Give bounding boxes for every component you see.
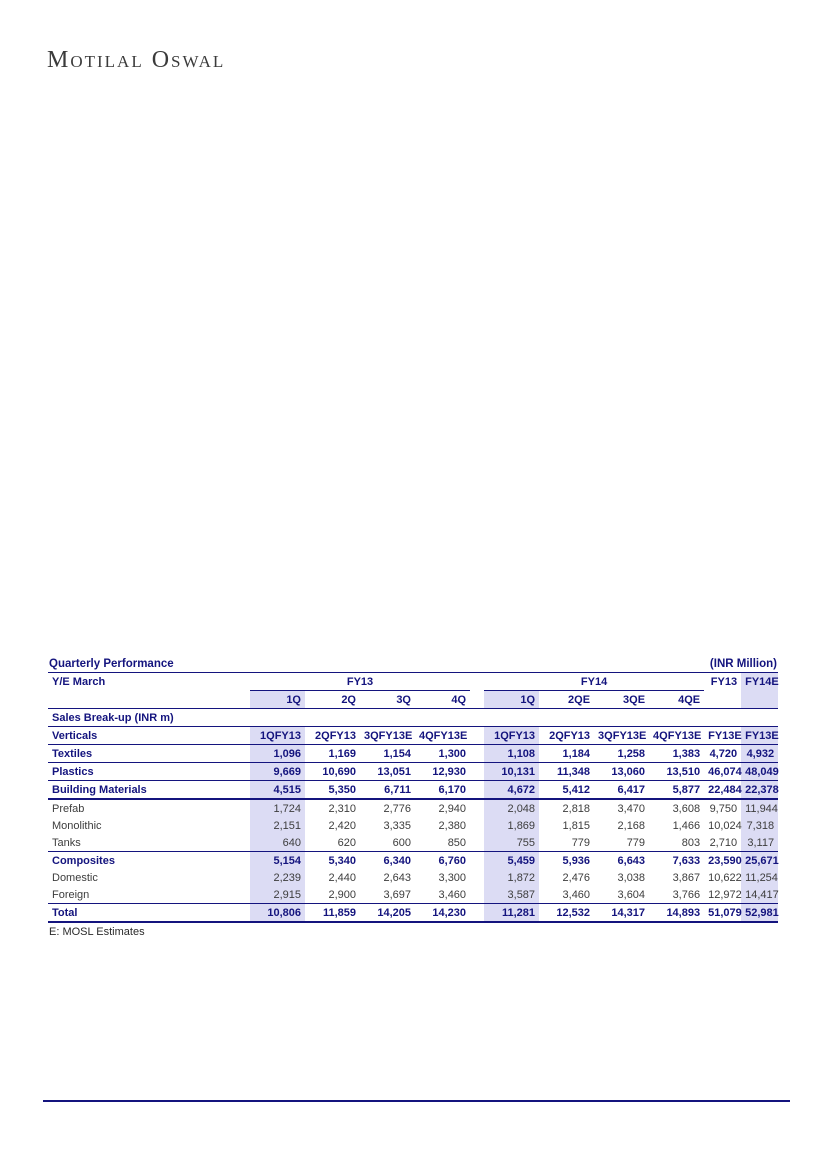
column-header: 1QFY13 — [250, 727, 305, 745]
cell-value: 3,470 — [617, 802, 646, 815]
column-gap — [470, 886, 484, 904]
cell-value: 3,608 — [672, 802, 701, 815]
table-body — [48, 745, 778, 923]
column-header: 2QFY13 — [305, 727, 360, 745]
cell-value: 25,671 — [741, 852, 778, 870]
column-header: 4QFY13E — [415, 727, 470, 745]
cell-value: 11,348 — [539, 763, 594, 781]
cell-value: 14,230 — [415, 904, 470, 923]
column-header: 2QFY13 — [539, 727, 594, 745]
cell-value: 6,643 — [617, 854, 646, 867]
cell-value: 13,051 — [360, 763, 415, 781]
cell-value: 22,378 — [741, 781, 778, 800]
empty-cell — [704, 691, 741, 709]
quarter-header: 4QE — [649, 691, 704, 709]
cell-value: 2,239 — [250, 869, 305, 886]
cell-value: 3,335 — [383, 819, 411, 832]
column-gap — [470, 799, 484, 817]
fy13-annual-header: FY13 — [710, 675, 738, 688]
cell-value: 6,170 — [415, 781, 470, 800]
motilal-oswal-logo: Motilal Oswal — [47, 47, 226, 73]
quarterly-performance-table — [48, 658, 778, 938]
table-row-prefab — [48, 799, 778, 817]
cell-value: 3,300 — [438, 871, 467, 884]
cell-value: 12,532 — [539, 904, 594, 923]
empty-highlight-cell — [741, 691, 778, 709]
row-label: Total — [48, 904, 250, 923]
empty-cell — [48, 691, 250, 709]
column-gap — [470, 745, 484, 763]
row-label: Plastics — [48, 763, 250, 781]
cell-value: 5,877 — [649, 781, 704, 800]
quarter-header: 3QE — [594, 691, 649, 709]
cell-value: 2,710 — [704, 834, 741, 852]
section-header-row — [48, 709, 778, 727]
cell-value: 3,587 — [484, 886, 539, 904]
cell-value: 2,420 — [328, 819, 356, 832]
verticals-label: Verticals — [48, 727, 250, 745]
column-gap — [470, 673, 484, 691]
ye-march-label: Y/E March — [52, 675, 106, 688]
cell-value: 5,154 — [250, 852, 305, 870]
row-label: Building Materials — [48, 781, 250, 800]
cell-value: 11,944 — [741, 799, 778, 817]
column-gap — [470, 904, 484, 923]
quarter-header: 4Q — [415, 691, 470, 709]
row-label: Domestic — [52, 871, 98, 884]
row-label: Prefab — [52, 802, 85, 815]
column-gap — [470, 763, 484, 781]
estimates-footnote: E: MOSL Estimates — [49, 926, 145, 938]
cell-value: 1,184 — [539, 745, 594, 763]
cell-value: 850 — [415, 834, 470, 852]
column-header: FY13E — [741, 727, 778, 745]
cell-value: 3,038 — [617, 871, 646, 884]
cell-value: 52,981 — [741, 904, 778, 923]
column-gap — [470, 691, 484, 709]
cell-value: 2,643 — [383, 871, 411, 884]
column-gap — [470, 852, 484, 870]
cell-value: 2,818 — [562, 802, 591, 815]
cell-value: 10,622 — [708, 871, 742, 884]
cell-value: 1,154 — [360, 745, 415, 763]
table-row-building-materials — [48, 781, 778, 800]
cell-value: 9,669 — [250, 763, 305, 781]
cell-value: 7,633 — [672, 854, 701, 867]
cell-value: 2,900 — [305, 886, 360, 904]
cell-value: 1,724 — [250, 799, 305, 817]
cell-value: 22,484 — [704, 781, 741, 800]
cell-value: 5,459 — [484, 852, 539, 870]
cell-value: 3,697 — [360, 886, 415, 904]
cell-value: 6,711 — [360, 781, 415, 800]
column-header: 3QFY13E — [594, 727, 649, 745]
cell-value: 3,766 — [649, 886, 704, 904]
table-row-foreign — [48, 886, 778, 904]
cell-value: 10,690 — [305, 763, 360, 781]
footer-divider-line — [43, 1100, 790, 1102]
quarterly-table — [48, 673, 778, 923]
cell-value: 13,060 — [594, 763, 649, 781]
cell-value: 10,024 — [708, 819, 742, 832]
cell-value: 2,776 — [383, 802, 411, 815]
cell-value: 803 — [649, 834, 704, 852]
column-header: 4QFY13E — [649, 727, 704, 745]
row-label: Tanks — [48, 834, 250, 852]
cell-value: 1,872 — [484, 869, 539, 886]
table-title-row — [48, 658, 778, 673]
cell-value: 600 — [360, 834, 415, 852]
quarter-header: 1Q — [250, 691, 305, 709]
cell-value: 2,151 — [250, 817, 305, 834]
cell-value: 6,340 — [383, 854, 411, 867]
cell-value: 10,806 — [250, 904, 305, 923]
fy14-group-header: FY14 — [484, 673, 704, 691]
cell-value: 4,932 — [741, 745, 778, 763]
cell-value: 13,510 — [649, 763, 704, 781]
table-row-textiles — [48, 745, 778, 763]
cell-value: 2,915 — [250, 886, 305, 904]
cell-value: 4,672 — [484, 781, 539, 800]
cell-value: 14,317 — [594, 904, 649, 923]
cell-value: 2,048 — [484, 799, 539, 817]
cell-value: 1,169 — [305, 745, 360, 763]
table-title: Quarterly Performance — [49, 658, 174, 670]
cell-value: 5,350 — [305, 781, 360, 800]
fy13-group-header: FY13 — [250, 673, 470, 691]
cell-value: 1,815 — [562, 819, 591, 832]
cell-value: 4,515 — [250, 781, 305, 800]
table-row-monolithic — [48, 817, 778, 834]
cell-value: 2,310 — [328, 802, 356, 815]
quarter-header-row — [48, 691, 778, 709]
row-label: Composites — [52, 854, 115, 867]
cell-value: 11,859 — [305, 904, 360, 923]
cell-value: 3,604 — [594, 886, 649, 904]
cell-value: 3,117 — [741, 834, 778, 852]
quarter-header: 1Q — [484, 691, 539, 709]
row-label: Monolithic — [52, 819, 102, 832]
column-gap — [470, 817, 484, 834]
quarter-header: 2QE — [539, 691, 594, 709]
row-label: Textiles — [48, 745, 250, 763]
column-gap — [470, 834, 484, 852]
cell-value: 779 — [539, 834, 594, 852]
cell-value: 779 — [594, 834, 649, 852]
cell-value: 6,417 — [594, 781, 649, 800]
cell-value: 51,079 — [704, 904, 741, 923]
cell-value: 46,074 — [704, 763, 741, 781]
cell-value: 640 — [250, 834, 305, 852]
cell-value: 10,131 — [484, 763, 539, 781]
cell-value: 755 — [484, 834, 539, 852]
column-gap — [470, 781, 484, 800]
cell-value: 2,168 — [617, 819, 646, 832]
cell-value: 14,205 — [360, 904, 415, 923]
cell-value: 2,940 — [438, 802, 467, 815]
cell-value: 5,936 — [562, 854, 591, 867]
cell-value: 11,254 — [741, 869, 778, 886]
row-label: Foreign — [48, 886, 250, 904]
cell-value: 2,440 — [328, 871, 356, 884]
table-row-composites — [48, 852, 778, 870]
section-label: Sales Break-up (INR m) — [48, 709, 778, 727]
cell-value: 3,460 — [415, 886, 470, 904]
year-group-header-row — [48, 673, 778, 691]
cell-value: 3,460 — [539, 886, 594, 904]
column-header: FY13E — [704, 727, 741, 745]
table-unit-label: (INR Million) — [709, 658, 777, 670]
column-header: 3QFY13E — [360, 727, 415, 745]
cell-value: 5,412 — [539, 781, 594, 800]
cell-value: 14,893 — [649, 904, 704, 923]
cell-value: 6,760 — [438, 854, 467, 867]
cell-value: 1,466 — [672, 819, 701, 832]
cell-value: 2,380 — [438, 819, 467, 832]
cell-value: 4,720 — [704, 745, 741, 763]
table-row-domestic — [48, 869, 778, 886]
verticals-header-row — [48, 727, 778, 745]
column-gap — [470, 869, 484, 886]
column-gap — [470, 727, 484, 745]
cell-value: 7,318 — [741, 817, 778, 834]
cell-value: 5,340 — [328, 854, 356, 867]
cell-value: 1,108 — [484, 745, 539, 763]
table-row-total — [48, 904, 778, 923]
cell-value: 1,869 — [484, 817, 539, 834]
cell-value: 48,049 — [741, 763, 778, 781]
cell-value: 1,258 — [594, 745, 649, 763]
quarter-header: 3Q — [360, 691, 415, 709]
cell-value: 1,300 — [415, 745, 470, 763]
cell-value: 2,476 — [562, 871, 591, 884]
cell-value: 3,867 — [672, 871, 701, 884]
cell-value: 1,383 — [649, 745, 704, 763]
cell-value: 12,930 — [415, 763, 470, 781]
cell-value: 12,972 — [704, 886, 741, 904]
cell-value: 9,750 — [709, 802, 738, 815]
quarter-header: 2Q — [305, 691, 360, 709]
cell-value: 620 — [305, 834, 360, 852]
cell-value: 14,417 — [741, 886, 778, 904]
fy14e-annual-header: FY14E — [741, 673, 778, 691]
column-header: 1QFY13 — [484, 727, 539, 745]
cell-value: 11,281 — [484, 904, 539, 923]
table-row-plastics — [48, 763, 778, 781]
table-row-tanks — [48, 834, 778, 852]
cell-value: 23,590 — [708, 854, 742, 867]
cell-value: 1,096 — [250, 745, 305, 763]
